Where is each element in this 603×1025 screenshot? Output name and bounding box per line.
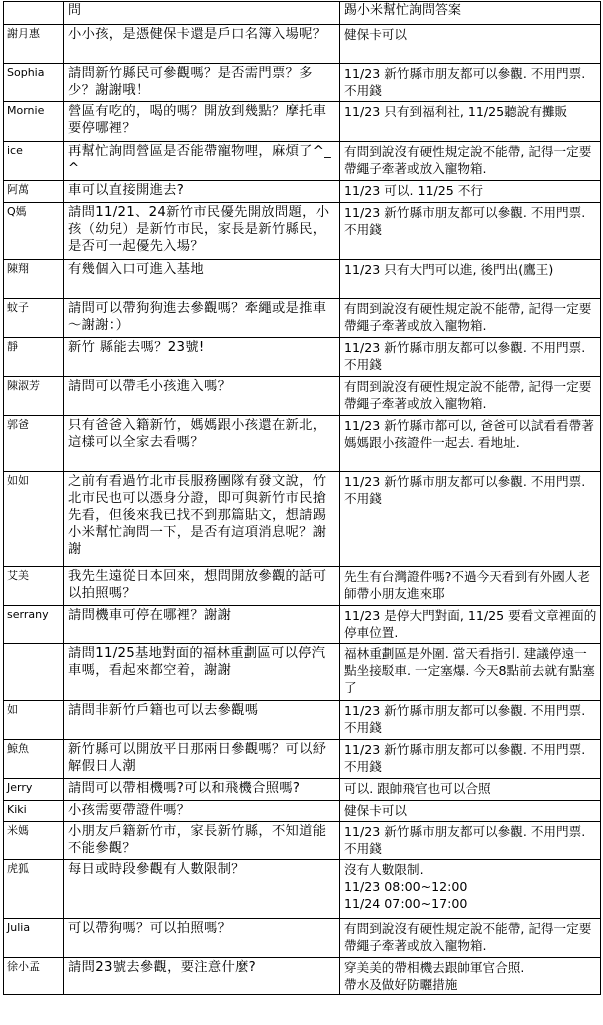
answer-cell: 有問到說沒有硬性規定說不能帶, 記得一定要帶繩子牽著或放入寵物箱.	[340, 377, 601, 416]
answer-cell: 11/23 新竹縣市都可以, 爸爸可以試看看帶著媽媽跟小孩證件一起去. 看地址.	[340, 416, 601, 472]
table-row	[4, 64, 601, 102]
answer-cell: 11/23 新竹縣市朋友都可以參觀. 不用門票. 不用錢	[340, 338, 601, 377]
question-cell: 請問11/21、24新竹市民優先開放問題，小孩（幼兒）是新竹市民，家長是新竹縣民，是否可一起優先入場？	[64, 203, 340, 260]
answer-cell: 11/23 只有到福利社, 11/25聽說有攤販	[340, 102, 601, 142]
answer-line: 11/23 08:00~12:00	[344, 879, 468, 894]
table-row	[4, 299, 601, 338]
question-cell: 只有爸爸入籍新竹，媽媽跟小孩還在新北，這樣可以全家去看嗎？	[64, 416, 340, 472]
question-cell: 可以帶狗嗎？可以拍照嗎？	[64, 919, 340, 958]
answer-cell: 健保卡可以	[340, 801, 601, 822]
answer-cell	[340, 958, 601, 995]
table-row	[4, 740, 601, 779]
asker-name	[4, 644, 64, 701]
question-cell: 營區有吃的，喝的嗎？開放到幾點？摩托車要停哪裡？	[64, 102, 340, 142]
table-row	[4, 644, 601, 701]
question-cell: 之前有看過竹北市長服務團隊有發文說，竹北市民也可以憑身分證，即可與新竹市民搶先看，但後來我已找不到那篇貼文，想請踢小米幫忙詢問一下，是否有這項消息呢？謝謝	[64, 472, 340, 567]
table-row	[4, 801, 601, 822]
answer-cell: 11/23 新竹縣市朋友都可以參觀. 不用門票. 不用錢	[340, 64, 601, 102]
answer-line: 穿美美的帶相機去跟帥軍官合照.	[344, 960, 525, 975]
asker-name: Q媽	[4, 203, 64, 260]
question-cell: 小朋友戶籍新竹市，家長新竹縣，不知道能不能參觀？	[64, 822, 340, 860]
question-cell: 請問可以帶毛小孩進入嗎？	[64, 377, 340, 416]
asker-name: 郭爸	[4, 416, 64, 472]
asker-name: Julia	[4, 919, 64, 958]
question-cell: 請問新竹縣民可參觀嗎？是否需門票？多少？謝謝哦！	[64, 64, 340, 102]
question-cell: 每日或時段參觀有人數限制？	[64, 860, 340, 919]
question-cell: 有幾個入口可進入基地	[64, 260, 340, 299]
asker-name: 靜	[4, 338, 64, 377]
table-row	[4, 958, 601, 995]
table-row	[4, 102, 601, 142]
asker-name: 陳淑芳	[4, 377, 64, 416]
answer-cell: 有問到說沒有硬性規定說不能帶, 記得一定要帶繩子牽著或放入寵物箱.	[340, 919, 601, 958]
question-cell: 請問機車可停在哪裡？謝謝	[64, 606, 340, 644]
header-name	[4, 2, 64, 25]
table-row	[4, 142, 601, 181]
question-cell: 小小孩，是憑健保卡還是戶口名簿入場呢？	[64, 25, 340, 64]
question-cell: 請問23號去參觀，要注意什麼?	[64, 958, 340, 995]
asker-name: Kiki	[4, 801, 64, 822]
table-row	[4, 822, 601, 860]
asker-name: ice	[4, 142, 64, 181]
answer-cell: 可以. 跟帥飛官也可以合照	[340, 779, 601, 801]
answer-cell: 11/23 新竹縣市朋友都可以參觀. 不用門票. 不用錢	[340, 822, 601, 860]
answer-cell	[340, 860, 601, 919]
table-row	[4, 472, 601, 567]
table-row	[4, 416, 601, 472]
table-row	[4, 25, 601, 64]
asker-name: Mornie	[4, 102, 64, 142]
table-row	[4, 919, 601, 958]
table-row	[4, 567, 601, 606]
asker-name: serrany	[4, 606, 64, 644]
question-cell: 車可以直接開進去?	[64, 181, 340, 203]
table-row	[4, 203, 601, 260]
answer-line: 沒有人數限制.	[344, 862, 424, 877]
asker-name: 陳翔	[4, 260, 64, 299]
answer-cell: 11/23 是停大門對面, 11/25 要看文章裡面的停車位置.	[340, 606, 601, 644]
question-cell: 請問11/25基地對面的福林重劃區可以停汽車嗎，看起來都空着，謝謝	[64, 644, 340, 701]
header-answer: 踢小米幫忙詢問答案	[340, 2, 601, 25]
asker-name: 如如	[4, 472, 64, 567]
header-question: 問	[64, 2, 340, 25]
answer-cell: 11/23 新竹縣市朋友都可以參觀. 不用門票. 不用錢	[340, 203, 601, 260]
asker-name: Jerry	[4, 779, 64, 801]
question-cell: 再幫忙詢問營區是否能帶寵物哩，麻煩了^_^	[64, 142, 340, 181]
question-cell: 新竹 縣能去嗎？23號!	[64, 338, 340, 377]
answer-cell: 健保卡可以	[340, 25, 601, 64]
asker-name: 蚊子	[4, 299, 64, 338]
answer-cell: 先生有台灣證件嗎?不過今天看到有外國人老師帶小朋友進來耶	[340, 567, 601, 606]
table-row	[4, 701, 601, 740]
asker-name: 如	[4, 701, 64, 740]
table-row	[4, 606, 601, 644]
table-header-row	[4, 2, 601, 25]
question-cell: 請問可以帶狗狗進去參觀嗎？牽繩或是推車～謝謝：）	[64, 299, 340, 338]
question-cell: 小孩需要帶證件嗎？	[64, 801, 340, 822]
answer-cell: 11/23 新竹縣市朋友都可以參觀. 不用門票. 不用錢	[340, 701, 601, 740]
table-row	[4, 860, 601, 919]
asker-name: 謝月惠	[4, 25, 64, 64]
table-row	[4, 338, 601, 377]
question-cell: 我先生遠從日本回來，想問開放參觀的話可以拍照嗎？	[64, 567, 340, 606]
qa-table	[3, 1, 601, 995]
table-row	[4, 779, 601, 801]
table-row	[4, 377, 601, 416]
table-row	[4, 260, 601, 299]
answer-cell: 福林重劃區是外圍. 當天看指引. 建議停遠一點坐接駁車. 一定塞爆. 今天8點前去就有點塞了	[340, 644, 601, 701]
asker-name: 徐小孟	[4, 958, 64, 995]
asker-name: 鯨魚	[4, 740, 64, 779]
question-cell: 請問可以帶相機嗎?可以和飛機合照嗎?	[64, 779, 340, 801]
answer-line: 11/24 07:00~17:00	[344, 896, 468, 911]
table-row	[4, 181, 601, 203]
asker-name: 米媽	[4, 822, 64, 860]
answer-cell: 11/23 新竹縣市朋友都可以參觀. 不用門票. 不用錢	[340, 472, 601, 567]
question-cell: 請問非新竹戶籍也可以去參觀嗎	[64, 701, 340, 740]
asker-name: 虎狐	[4, 860, 64, 919]
answer-cell: 11/23 只有大門可以進, 後門出(鷹王)	[340, 260, 601, 299]
answer-cell: 11/23 新竹縣市朋友都可以參觀. 不用門票. 不用錢	[340, 740, 601, 779]
answer-line: 帶水及做好防曬措施	[344, 977, 458, 992]
asker-name: Sophia	[4, 64, 64, 102]
answer-cell: 有問到說沒有硬性規定說不能帶, 記得一定要帶繩子牽著或放入寵物箱.	[340, 142, 601, 181]
asker-name: 艾美	[4, 567, 64, 606]
answer-cell: 11/23 可以. 11/25 不行	[340, 181, 601, 203]
asker-name: 阿萬	[4, 181, 64, 203]
answer-cell: 有問到說沒有硬性規定說不能帶, 記得一定要帶繩子牽著或放入寵物箱.	[340, 299, 601, 338]
question-cell: 新竹縣可以開放平日那兩日參觀嗎？可以紓解假日人潮	[64, 740, 340, 779]
